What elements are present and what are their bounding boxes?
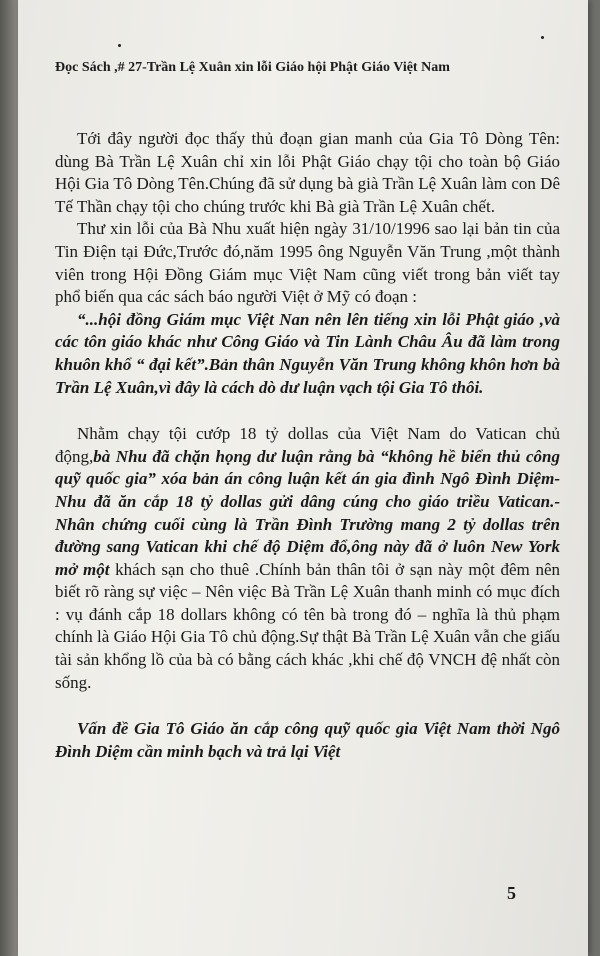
speck bbox=[541, 36, 544, 39]
paragraph-3 bbox=[55, 423, 560, 694]
paragraph-3-regular: Nhằm chạy tội cướp 18 tỷ dollas của Việt Nam do Vatican chủ động, bbox=[55, 424, 560, 466]
body-text bbox=[55, 128, 560, 763]
paragraph-3-regular-end: khách sạn cho thuê .Chính bản thân tôi ở sạn này một đêm nên biết rõ ràng sự việc – Nên việc Bà Trần Lệ Xuân thanh minh có mục đích : vụ đánh cắp 18 dollars không có tên bà trong đó – nghĩa là thủ phạm chính là Giáo Hội Gia Tô chủ động.Sự thật Bà Trần Lệ Xuân vẫn che giấu tài sản khổng lồ của bà có bằng cách khác ,khi chế độ VNCH đệ nhất còn sống. bbox=[55, 559, 560, 692]
paragraph-gap bbox=[55, 399, 560, 423]
paragraph-2: Thư xin lỗi của Bà Nhu xuất hiện ngày 31/10/1996 sao lại bản tin của Tin Điện tại Đức,Trước đó,năm 1995 ông Nguyễn Văn Trung ,một thành viên trong Hội Đồng Giám mục Việt Nam cũng viết trong bản viết tay phổ biến qua các sách báo người Việt ở Mỹ có đoạn : bbox=[55, 219, 560, 307]
quote-paragraph: “...hội đồng Giám mục Việt Nan nên lên tiếng xin lỗi Phật giáo ,và các tôn giáo khác như Công Giáo và Tin Lành Châu Âu đã làm trong khuôn khổ “ đại kết”.Bản thân Nguyễn Văn Trung không khôn hơn bà Trần Lệ Xuân,vì đây là cách dò dư luận vạch tội Gia Tô thôi. bbox=[55, 309, 560, 397]
paragraph-3-emphasis: bà Nhu đã chặn họng dư luận rằng bà “không hề biển thủ công quỹ quốc gia” xóa bản án công luận kết án gia đình Ngô Đình Diệm-Nhu đã ăn cắp 18 tỷ dollas gửi dâng cúng cho giáo triều Vatican.- Nhân chứng cuối cùng là Trần Đình Trường mang 2 tỷ dollas trên đường sang Vatican khi chế độ Diệm đổ,ông này đã ở luôn New York mở một bbox=[55, 446, 560, 579]
paragraph-4: Vấn đề Gia Tô Giáo ăn cắp công quỹ quốc gia Việt Nam thời Ngô Đình Diệm cần minh bạch và trả lại Việt bbox=[55, 719, 560, 761]
book-spine-shadow bbox=[0, 0, 18, 956]
page-number: 5 bbox=[507, 883, 516, 903]
paragraph-gap bbox=[55, 694, 560, 718]
running-header: Đọc Sách ,# 27-Trần Lệ Xuân xin lỗi Giáo hội Phật Giáo Việt Nam bbox=[55, 60, 450, 75]
paragraph-1: Tới đây người đọc thấy thủ đoạn gian manh của Gia Tô Dòng Tên: dùng Bà Trần Lệ Xuân chỉ xin lỗi Phật Giáo chạy tội cho toàn bộ Giáo Hội Gia Tô Dòng Tên.Chúng đã sử dụng bà già Trần Lệ Xuân làm con Dê Tế Thần chạy tội cho chúng trước khi Bà già Trần Lệ Xuân chết. bbox=[55, 129, 560, 216]
speck bbox=[118, 44, 121, 47]
